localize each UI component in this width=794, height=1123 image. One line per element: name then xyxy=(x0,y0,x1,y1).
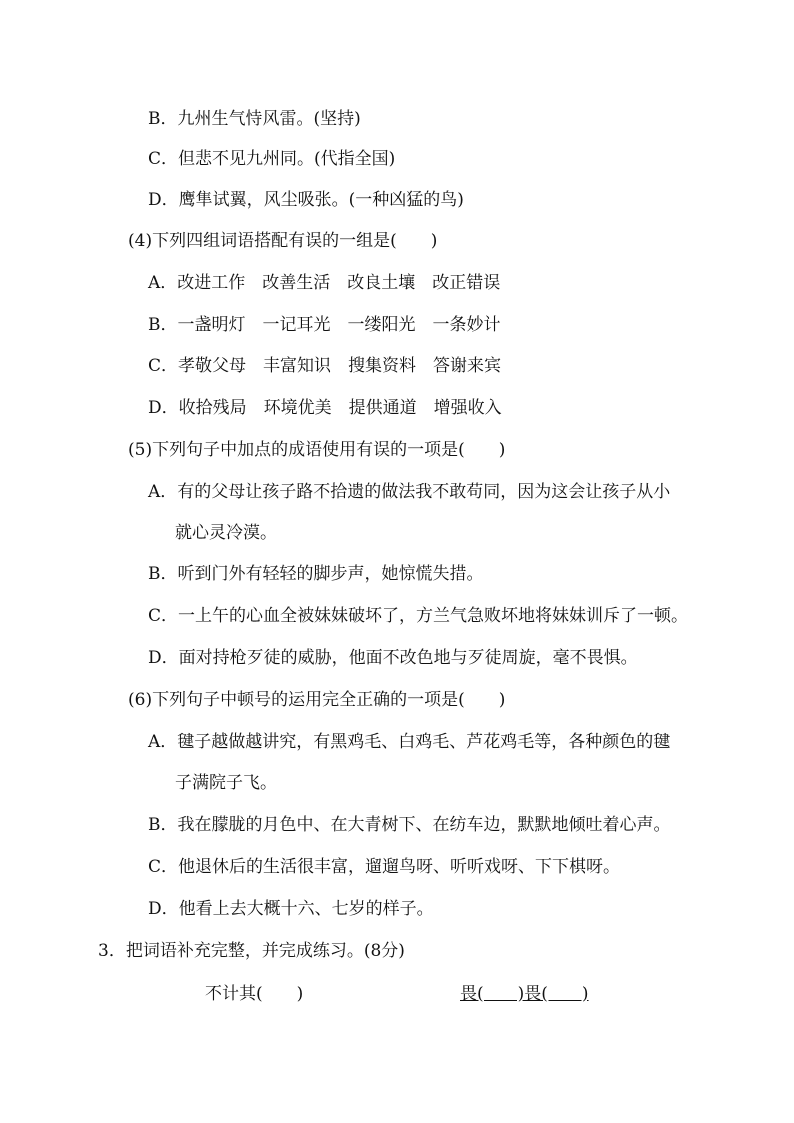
q4-option-d: D．收拾残局 环境优美 提供通道 增强收入 xyxy=(148,398,502,418)
q6-option-d: D．他看上去大概十六、七岁的样子。 xyxy=(148,899,434,919)
question-4: (4)下列四组词语搭配有误的一组是( ) xyxy=(128,231,438,251)
q6-option-a: A．毽子越做越讲究，有黑鸡毛、白鸡毛、芦花鸡毛等，各种颜色的毽 xyxy=(148,732,671,752)
question-5: (5)下列句子中加点的成语使用有误的一项是( ) xyxy=(128,440,506,460)
q6-option-a-continued: 子满院子飞。 xyxy=(175,773,277,793)
q4-option-c: C．孝敬父母 丰富知识 搜集资料 答谢来宾 xyxy=(148,356,502,376)
section-3-heading: 3．把词语补充完整，并完成练习。(8分) xyxy=(98,941,405,961)
option-d-line: D．鹰隼试翼，风尘吸张。(一种凶猛的鸟) xyxy=(148,190,464,210)
q4-option-a: A．改进工作 改善生活 改良土壤 改正错误 xyxy=(148,273,501,293)
q5-option-d: D．面对持枪歹徒的威胁，他面不改色地与歹徒周旋，毫不畏惧。 xyxy=(148,648,638,668)
q6-option-b: B．我在朦胧的月色中、在大青树下、在纺车边，默默地倾吐着心声。 xyxy=(148,815,671,835)
option-b-line: B．九州生气恃风雷。(坚持) xyxy=(148,109,361,129)
q5-option-a: A．有的父母让孩子路不拾遗的做法我不敢苟同，因为这会让孩子从小 xyxy=(148,482,671,502)
option-c-line: C．但悲不见九州同。(代指全国) xyxy=(148,149,396,169)
q4-option-b: B．一盏明灯 一记耳光 一缕阳光 一条妙计 xyxy=(148,315,501,335)
q6-option-c: C．他退休后的生活很丰富，遛遛鸟呀、听听戏呀、下下棋呀。 xyxy=(148,857,621,877)
q5-option-c: C．一上午的心血全被妹妹破坏了，方兰气急败坏地将妹妹训斥了一顿。 xyxy=(148,606,689,626)
word-fill-blank-1: 不计其( ) xyxy=(205,984,304,1004)
word-fill-blank-2: 畏( )畏( ) xyxy=(460,984,589,1004)
question-6: (6)下列句子中顿号的运用完全正确的一项是( ) xyxy=(128,690,506,710)
q5-option-b: B．听到门外有轻轻的脚步声，她惊慌失措。 xyxy=(148,564,484,584)
q5-option-a-continued: 就心灵冷漠。 xyxy=(175,523,277,543)
